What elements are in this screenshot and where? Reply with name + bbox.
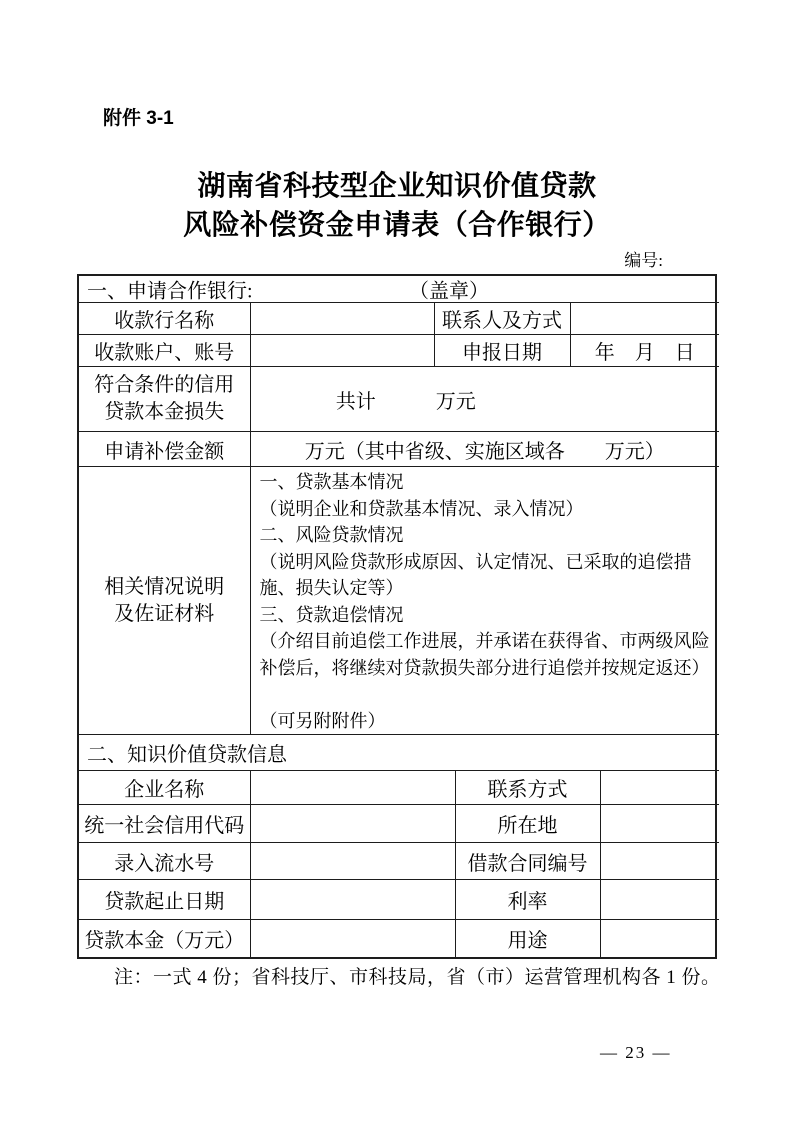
compensation-amount-value: 万元（其中省级、实施区域各 万元） <box>250 432 719 467</box>
loan-loss-label-line-1: 符合条件的信用 <box>94 374 235 396</box>
enterprise-name-row <box>79 771 719 805</box>
section-2-header: 二、知识价值贷款信息 <box>79 735 719 771</box>
form-title-line-1: 湖南省科技型企业知识价值贷款 <box>197 171 597 202</box>
materials-content: 一、贷款基本情况 （说明企业和贷款基本情况、录入情况） 二、风险贷款情况 （说明风险贷款形成原因、认定情况、已采取的追偿措施、损失认定等） 三、贷款追偿情况 （介绍目前追偿工作进展，并承诺在获得省、市两级风险补偿后，将继续对贷款损失部分进行追偿并按规定返还） （可另附附件） <box>259 472 710 731</box>
section-1-table <box>79 276 719 735</box>
loan-loss-total-value: 共计 万元 <box>250 367 719 432</box>
compensation-amount-row <box>79 432 719 467</box>
contract-number-label: 借款合同编号 <box>455 843 600 880</box>
section-2-header-row <box>79 735 719 771</box>
purpose-value <box>600 920 719 958</box>
loan-principal-label: 贷款本金（万元） <box>79 920 250 958</box>
loan-loss-row <box>79 367 719 432</box>
declare-date-value: 年 月 日 <box>570 335 719 367</box>
loan-period-row <box>79 880 719 920</box>
receiving-bank-name-label: 收款行名称 <box>79 303 250 335</box>
interest-rate-value <box>600 880 719 920</box>
materials-label-line-1: 相关情况说明 <box>104 575 225 598</box>
loan-principal-value <box>250 920 455 958</box>
contract-number-value <box>600 843 719 880</box>
location-value <box>600 805 719 843</box>
footnote: 注：一式 4 份；省科技厅、市科技局，省（市）运营管理机构各 1 份。 <box>114 967 721 988</box>
materials-content-cell <box>250 467 719 735</box>
serial-number-row <box>79 843 719 880</box>
enterprise-name-label: 企业名称 <box>79 771 250 805</box>
receiving-bank-name-value <box>250 303 434 335</box>
receiving-account-row <box>79 335 719 367</box>
materials-label <box>79 467 250 735</box>
credit-code-row <box>79 805 719 843</box>
form-title-line-2: 风险补偿资金申请表（合作银行） <box>183 210 611 241</box>
credit-code-value <box>250 805 455 843</box>
loan-period-label: 贷款起止日期 <box>79 880 250 920</box>
receiving-bank-row <box>79 303 719 335</box>
section-2-table <box>79 735 719 957</box>
page-number: — 23 — <box>600 1043 672 1062</box>
contact-person-label: 联系人及方式 <box>434 303 570 335</box>
contact-method-value <box>600 771 719 805</box>
loan-loss-label-line-2: 贷款本金损失 <box>104 401 225 423</box>
serial-number-value <box>250 843 455 880</box>
loan-principal-row <box>79 920 719 958</box>
compensation-amount-label: 申请补偿金额 <box>79 432 250 467</box>
number-label: 编号: <box>624 251 663 270</box>
seal-label: （盖章） <box>409 280 489 303</box>
contact-method-label: 联系方式 <box>455 771 600 805</box>
materials-row <box>79 467 719 735</box>
interest-rate-label: 利率 <box>455 880 600 920</box>
credit-code-label: 统一社会信用代码 <box>79 805 250 843</box>
location-label: 所在地 <box>455 805 600 843</box>
attachment-label: 附件 3-1 <box>103 108 174 129</box>
receiving-account-value <box>250 335 434 367</box>
serial-number-label: 录入流水号 <box>79 843 250 880</box>
loan-period-value <box>250 880 455 920</box>
purpose-label: 用途 <box>455 920 600 958</box>
contact-person-value <box>570 303 719 335</box>
applicant-bank-label: 一、申请合作银行: <box>87 280 253 303</box>
enterprise-name-value <box>250 771 455 805</box>
application-form <box>77 274 717 959</box>
applicant-bank-header-row <box>79 276 719 303</box>
loan-loss-label <box>79 367 250 432</box>
receiving-account-label: 收款账户、账号 <box>79 335 250 367</box>
applicant-bank-header-cell <box>79 276 719 303</box>
materials-label-line-2: 及佐证材料 <box>114 602 215 625</box>
form-title <box>77 167 717 245</box>
declare-date-label: 申报日期 <box>434 335 570 367</box>
